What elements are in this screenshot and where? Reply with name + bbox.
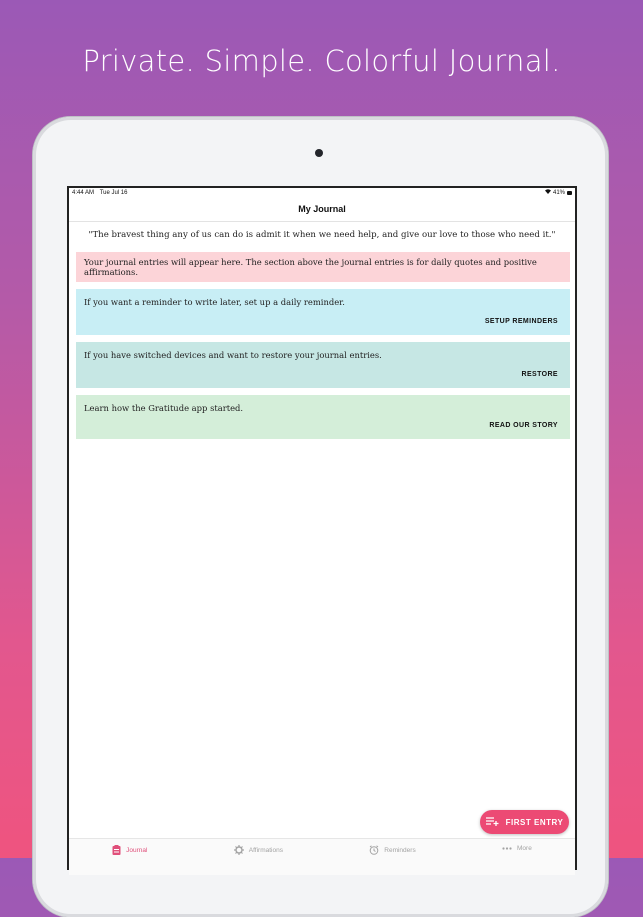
alarm-clock-icon xyxy=(369,845,379,855)
status-bar xyxy=(69,188,575,197)
tab-reminders-label: Reminders xyxy=(384,846,416,854)
first-entry-button[interactable] xyxy=(480,810,569,834)
tab-affirmations[interactable] xyxy=(234,845,283,855)
battery-percent: 41% xyxy=(552,189,565,196)
story-card xyxy=(76,395,570,439)
tab-journal-label: Journal xyxy=(126,846,148,854)
setup-reminders-button[interactable]: SETUP REMINDERS xyxy=(484,318,558,325)
journal-icon xyxy=(112,845,121,855)
add-entry-icon xyxy=(486,817,499,828)
battery-icon xyxy=(567,191,572,195)
restore-card-text: If you have switched devices and want to restore your journal entries. xyxy=(84,350,382,360)
info-card-text: Your journal entries will appear here. The section above the journal entries is for daily quotes and positive affirmations. xyxy=(84,257,537,277)
first-entry-label: FIRST ENTRY xyxy=(505,817,564,827)
tab-journal[interactable] xyxy=(112,845,147,855)
tab-affirmations-label: Affirmations xyxy=(248,846,283,854)
status-time: 4:44 AM xyxy=(72,189,95,196)
headline: Private. Simple. Colorful Journal. xyxy=(82,44,561,78)
camera-icon xyxy=(315,149,323,157)
nav-title: My Journal xyxy=(69,197,575,222)
info-card xyxy=(76,252,570,282)
daily-quote: "The bravest thing any of us can do is admit it when we need help, and give our love to those who need it." xyxy=(88,230,556,240)
gear-sparkle-icon xyxy=(234,845,244,855)
restore-card xyxy=(76,342,570,388)
reminder-card-text: If you want a reminder to write later, set up a daily reminder. xyxy=(84,297,345,307)
tab-bar xyxy=(69,838,575,875)
tab-reminders[interactable] xyxy=(369,845,415,855)
more-dots-icon xyxy=(502,847,512,850)
read-our-story-button[interactable]: READ OUR STORY xyxy=(489,422,558,429)
wifi-icon xyxy=(545,189,551,196)
status-date: Tue Jul 16 xyxy=(99,189,128,196)
story-card-text: Learn how the Gratitude app started. xyxy=(84,403,244,413)
app-screen xyxy=(67,186,577,870)
reminder-card xyxy=(76,289,570,335)
tab-more[interactable] xyxy=(502,845,532,852)
restore-button[interactable]: RESTORE xyxy=(521,371,558,378)
tab-more-label: More xyxy=(517,845,532,852)
